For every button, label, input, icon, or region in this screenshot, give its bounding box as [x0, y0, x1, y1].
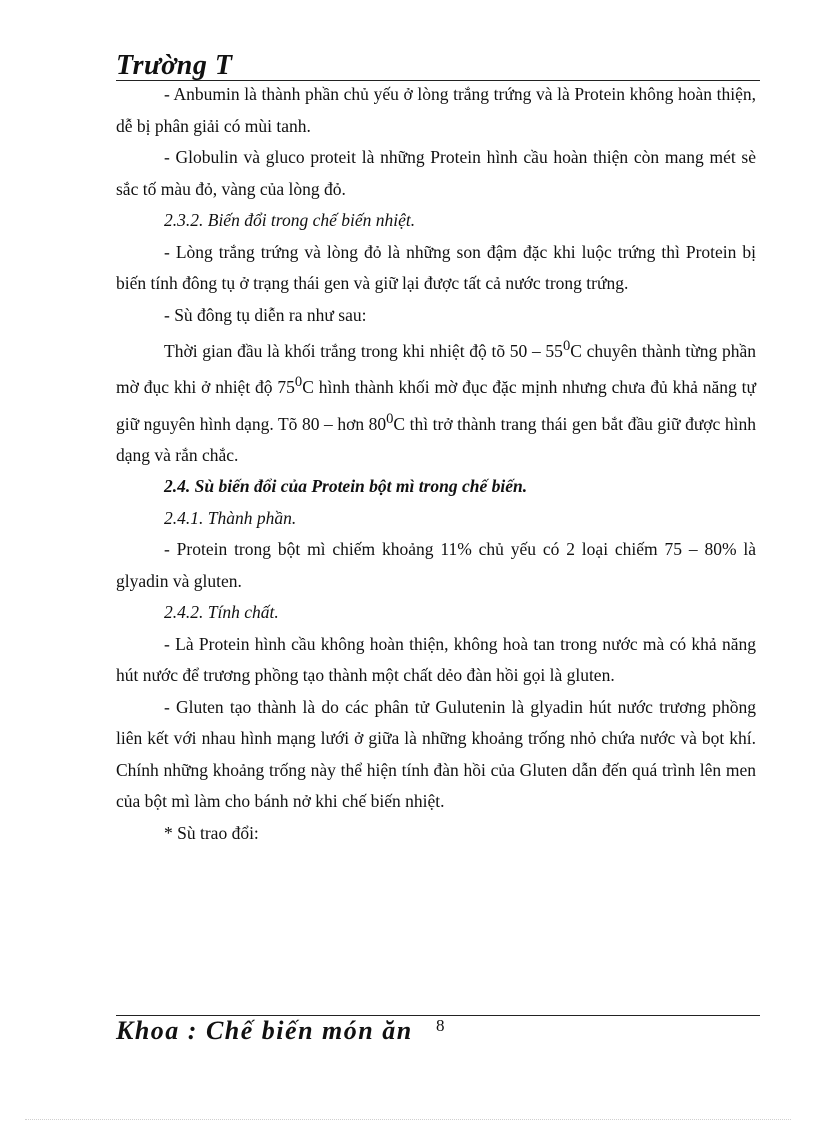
paragraph-globulin: - Globulin và gluco proteit là những Protein hình cầu hoàn thiện còn mang mét sè sắc tố màu đỏ, vàng của lòng đỏ. [116, 147, 756, 199]
section-heading-2-4: 2.4. Sù biến đổi của Protein bột mì trong chế biến. [164, 476, 528, 497]
text-segment: C hình thành khối mờ đục đặc mịnh nhưng chưa đủ khả năng tự giữ nguyên hình dạng. Tõ 80 – hơn 80 [116, 377, 756, 434]
degree-superscript: 0 [562, 338, 571, 354]
paragraph-properties: - Là Protein hình cầu không hoàn thiện, không hoà tan trong nước mà có khả năng hút nước để trương phồng tạo thành một chất dẻo đàn hồi gọi là gluten. [116, 633, 756, 686]
header-title: Trường T [116, 50, 233, 81]
degree-superscript: 0 [294, 374, 303, 391]
section-heading-2-3-2: 2.3.2. Biến đổi trong chế biến nhiệt. [164, 210, 416, 230]
paragraph-coagulation-intro: - Sù đông tụ diễn ra như sau: [164, 304, 367, 325]
degree-superscript: 0 [386, 410, 394, 427]
paragraph-flour-protein: - Protein trong bột mì chiếm khoảng 11% chủ yếu có 2 loại chiếm 75 – 80% là glyadin và gluten. [116, 539, 756, 591]
page-bottom-border [25, 1119, 791, 1120]
page-number: 8 [436, 1016, 445, 1035]
section-heading-2-4-1: 2.4.1. Thành phần. [164, 507, 297, 528]
paragraph-egg-protein: - Lòng trắng trứng và lòng đỏ là những son đậm đặc khi luộc trứng thì Protein bị biến tính đông tụ ở trạng thái gen và giữ lại được tất cả nước trong trứng. [116, 241, 756, 293]
text-segment: C chuyên thành từng phần mờ đục khi ở nhiệt độ 75 [116, 340, 756, 398]
text-segment: Thời gian đầu là khối trắng trong khi nhiệt độ tõ 50 – 55 [164, 340, 563, 361]
paragraph-gluten: - Gluten tạo thành là do các phân tử Gulutenin là glyadin hút nước trương phồng liên kết với nhau hình mạng lưới ở giữa là những khoảng trống nhỏ chứa nước và bọt khí. Chính những khoảng trống này thể hiện tính đàn hồi của Gluten dẫn đến quá trình lên men của bột mì làm cho bánh nở khi chế biến nhiệt. [116, 696, 756, 812]
paragraph-coagulation-stages [116, 331, 756, 471]
section-heading-2-4-2: 2.4.2. Tính chất. [164, 602, 279, 623]
document-body [116, 79, 756, 849]
footer-title: Khoa : Chế biến món ăn [116, 1016, 413, 1045]
paragraph-exchange: * Sù trao đổi: [164, 822, 259, 843]
paragraph-anbumin: - Anbumin là thành phần chủ yếu ở lòng trắng trứng và là Protein không hoàn thiện, dễ bị phân giải có mùi tanh. [116, 84, 756, 136]
text-segment: C thì trở thành trang thái gen bắt đầu giữ được hình dạng và rắn chắc. [116, 413, 756, 465]
